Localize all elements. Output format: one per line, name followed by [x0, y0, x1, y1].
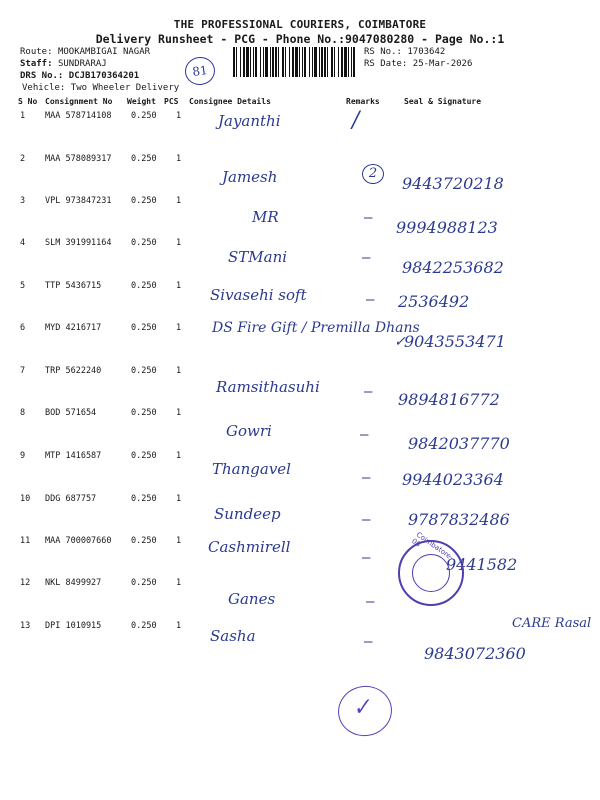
col-pcs: PCS [164, 97, 179, 106]
barcode-bar [324, 47, 326, 77]
barcode-bar [275, 47, 277, 77]
barcode-bar [270, 47, 271, 77]
row-sno: 13 [20, 621, 31, 631]
handwritten-signature: 9842037770 [408, 434, 510, 453]
barcode-bar [233, 47, 235, 77]
row-sno: 2 [20, 154, 26, 164]
barcode-bar [309, 47, 310, 77]
row-consignment: VPL 973847231 [45, 196, 112, 206]
col-consignment: Consignment No [45, 97, 113, 106]
col-weight: Weight [127, 97, 156, 106]
company-name: THE PROFESSIONAL COURIERS, COIMBATORE [173, 18, 427, 31]
handwritten-signature: 9894816772 [398, 390, 500, 409]
row-weight: 0.250 [131, 451, 157, 461]
barcode-bar [292, 47, 294, 77]
handwritten-signature: CARE Rasal [512, 616, 592, 631]
remarks-checkmark: / [352, 108, 360, 133]
barcode-bar [353, 47, 355, 77]
barcode-bar [240, 47, 241, 77]
handwritten-consignee: Jamesh [222, 168, 278, 186]
row-pcs: 1 [176, 494, 182, 504]
handwritten-consignee: Thangavel [212, 460, 291, 478]
barcode-bar [289, 47, 290, 77]
barcode-bar [304, 47, 306, 77]
barcode-bar [285, 47, 286, 77]
barcode-bar [260, 47, 261, 77]
row-pcs: 1 [176, 536, 182, 546]
remarks-dash: — [366, 594, 375, 610]
bottom-signature-mark [334, 682, 396, 741]
barcode-bar [351, 47, 352, 77]
handwritten-signature: 9441582 [446, 555, 518, 574]
row-weight: 0.250 [131, 196, 157, 206]
route-value: MOOKAMBIGAI NAGAR [57, 47, 151, 57]
row-sno: 9 [20, 451, 26, 461]
row-consignment: TRP 5622240 [45, 366, 102, 376]
row-sno: 3 [20, 196, 26, 206]
row-consignment: MAA 578089317 [45, 154, 112, 164]
barcode-bar [278, 47, 279, 77]
staff-value: SUNDRARAJ [57, 59, 107, 69]
col-consignee: Consignee Details [189, 97, 271, 106]
table-row [0, 536, 600, 550]
remarks-dash: — [362, 470, 371, 486]
barcode-bar [312, 47, 313, 77]
row-weight: 0.250 [131, 408, 157, 418]
handwritten-consignee: Sivasehi soft [210, 286, 307, 304]
row-consignment: DDG 687757 [45, 494, 97, 504]
staff-line: Staff: SUNDRARAJ [20, 59, 107, 69]
table-row [0, 621, 600, 635]
remarks-circled-value: 2 [362, 164, 384, 184]
row-pcs: 1 [176, 196, 182, 206]
handwritten-signature: 9787832486 [408, 510, 510, 529]
barcode-bar [236, 47, 237, 77]
handwritten-signature: 9994988123 [396, 218, 498, 237]
rs-date-value: 25-Mar-2026 [412, 59, 473, 69]
handwritten-signature: 9843072360 [424, 644, 526, 663]
handwritten-signature: 9043553471 [404, 332, 506, 351]
row-pcs: 1 [176, 451, 182, 461]
barcode-bar [331, 47, 333, 77]
col-signature: Seal & Signature [404, 97, 482, 106]
drs-line: DRS No.: DCJB170364201 [20, 71, 140, 81]
drs-value: DCJB170364201 [68, 71, 140, 81]
table-row [0, 154, 600, 168]
row-consignment: DPI 1010915 [45, 621, 102, 631]
barcode-image [232, 47, 360, 77]
handwritten-signature: 9443720218 [402, 174, 504, 193]
remarks-dash: — [360, 427, 369, 443]
barcode-bar [348, 47, 349, 77]
handwritten-consignee: Cashmirell [208, 538, 291, 556]
rs-no-line: RS No.: 1703642 [364, 47, 446, 57]
row-pcs: 1 [176, 154, 182, 164]
row-consignment: MTP 1416587 [45, 451, 102, 461]
handwritten-signature: 9842253682 [402, 258, 504, 277]
barcode-bar [319, 47, 320, 77]
row-consignment: MAA 700007660 [45, 536, 112, 546]
row-sno: 10 [20, 494, 31, 504]
row-pcs: 1 [176, 281, 182, 291]
row-weight: 0.250 [131, 366, 157, 376]
route-staff-block [20, 46, 179, 94]
row-pcs: 1 [176, 621, 182, 631]
rs-no-value: 1703642 [407, 47, 446, 57]
handwritten-consignee: DS Fire Gift / Premilla Dhans [212, 320, 420, 336]
remarks-dash: — [362, 550, 371, 566]
row-pcs: 1 [176, 578, 182, 588]
rs-date-line: RS Date: 25-Mar-2026 [364, 59, 473, 69]
row-pcs: 1 [176, 323, 182, 333]
company-seal-stamp [398, 530, 464, 606]
table-row [0, 451, 600, 465]
barcode-bar [327, 47, 328, 77]
handwritten-consignee: Sasha [210, 627, 256, 645]
barcode-bar [263, 47, 264, 77]
col-sno: S No [18, 97, 38, 106]
barcode-bar [341, 47, 343, 77]
barcode-bar [253, 47, 254, 77]
remarks-dash: — [362, 512, 371, 528]
handwritten-consignee: Jayanthi [218, 112, 281, 130]
row-consignment: MYD 4216717 [45, 323, 102, 333]
barcode-bar [246, 47, 249, 77]
row-consignment: MAA 578714108 [45, 111, 112, 121]
row-sno: 1 [20, 111, 26, 121]
row-consignment: SLM 391991164 [45, 238, 112, 248]
row-pcs: 1 [176, 111, 182, 121]
rs-info-block [364, 46, 472, 70]
row-consignment: BOD 571654 [45, 408, 97, 418]
row-consignment: TTP 5436715 [45, 281, 102, 291]
barcode-bar [250, 47, 251, 77]
handwritten-signature: 2536492 [398, 292, 470, 311]
runsheet-title: Delivery Runsheet - PCG - Phone No.:9047080280 - Page No.:1 [95, 32, 505, 46]
barcode-bar [334, 47, 335, 77]
barcode-bar [243, 47, 245, 77]
route-line: Route: MOOKAMBIGAI NAGAR [20, 47, 151, 57]
barcode-bar [272, 47, 274, 77]
vehicle-line: Vehicle: Two Wheeler Delivery [22, 83, 180, 93]
handwritten-consignee: Ramsithasuhi [216, 378, 320, 396]
remarks-dash: — [362, 250, 371, 266]
signature-checkmark-icon: ✓ [350, 694, 373, 722]
row-sno: 11 [20, 536, 31, 546]
row-sno: 7 [20, 366, 26, 376]
barcode-bar [314, 47, 317, 77]
col-remarks: Remarks [346, 97, 380, 106]
handwritten-consignee: STMani [228, 248, 288, 266]
row-sno: 5 [20, 281, 26, 291]
barcode-bar [344, 47, 347, 77]
remarks-dash: — [366, 292, 375, 308]
circled-number: 81 [183, 55, 217, 87]
barcode-bar [302, 47, 303, 77]
table-row [0, 408, 600, 422]
remarks-checkmark: ✓ [394, 334, 406, 350]
row-weight: 0.250 [131, 494, 157, 504]
row-pcs: 1 [176, 366, 182, 376]
table-row [0, 111, 600, 125]
handwritten-consignee: Sundeep [214, 505, 281, 523]
barcode-bar [338, 47, 339, 77]
vehicle-value: Two Wheeler Delivery [70, 83, 180, 93]
row-weight: 0.250 [131, 621, 157, 631]
barcode-bar [299, 47, 300, 77]
remarks-dash: — [364, 634, 373, 650]
row-weight: 0.250 [131, 111, 157, 121]
table-row [0, 196, 600, 210]
table-row [0, 494, 600, 508]
remarks-dash: — [364, 384, 373, 400]
barcode-bar [295, 47, 298, 77]
table-row [0, 238, 600, 252]
remarks-dash: — [364, 210, 373, 226]
handwritten-consignee: Gowri [226, 422, 272, 440]
row-sno: 8 [20, 408, 26, 418]
row-weight: 0.250 [131, 154, 157, 164]
row-weight: 0.250 [131, 578, 157, 588]
barcode-bar [265, 47, 268, 77]
row-weight: 0.250 [131, 281, 157, 291]
seal-text: Coimbatore-06 [410, 530, 455, 562]
handwritten-signature: 9944023364 [402, 470, 504, 489]
barcode-bar [282, 47, 284, 77]
row-sno: 12 [20, 578, 31, 588]
row-pcs: 1 [176, 238, 182, 248]
handwritten-consignee: Ganes [228, 590, 276, 608]
table-row [0, 578, 600, 592]
row-weight: 0.250 [131, 536, 157, 546]
row-sno: 6 [20, 323, 26, 333]
row-weight: 0.250 [131, 238, 157, 248]
row-consignment: NKL 8499927 [45, 578, 102, 588]
row-pcs: 1 [176, 408, 182, 418]
barcode-bar [255, 47, 257, 77]
row-weight: 0.250 [131, 323, 157, 333]
row-sno: 4 [20, 238, 26, 248]
table-header [0, 97, 600, 109]
barcode-bar [321, 47, 323, 77]
handwritten-consignee: MR [252, 208, 279, 226]
